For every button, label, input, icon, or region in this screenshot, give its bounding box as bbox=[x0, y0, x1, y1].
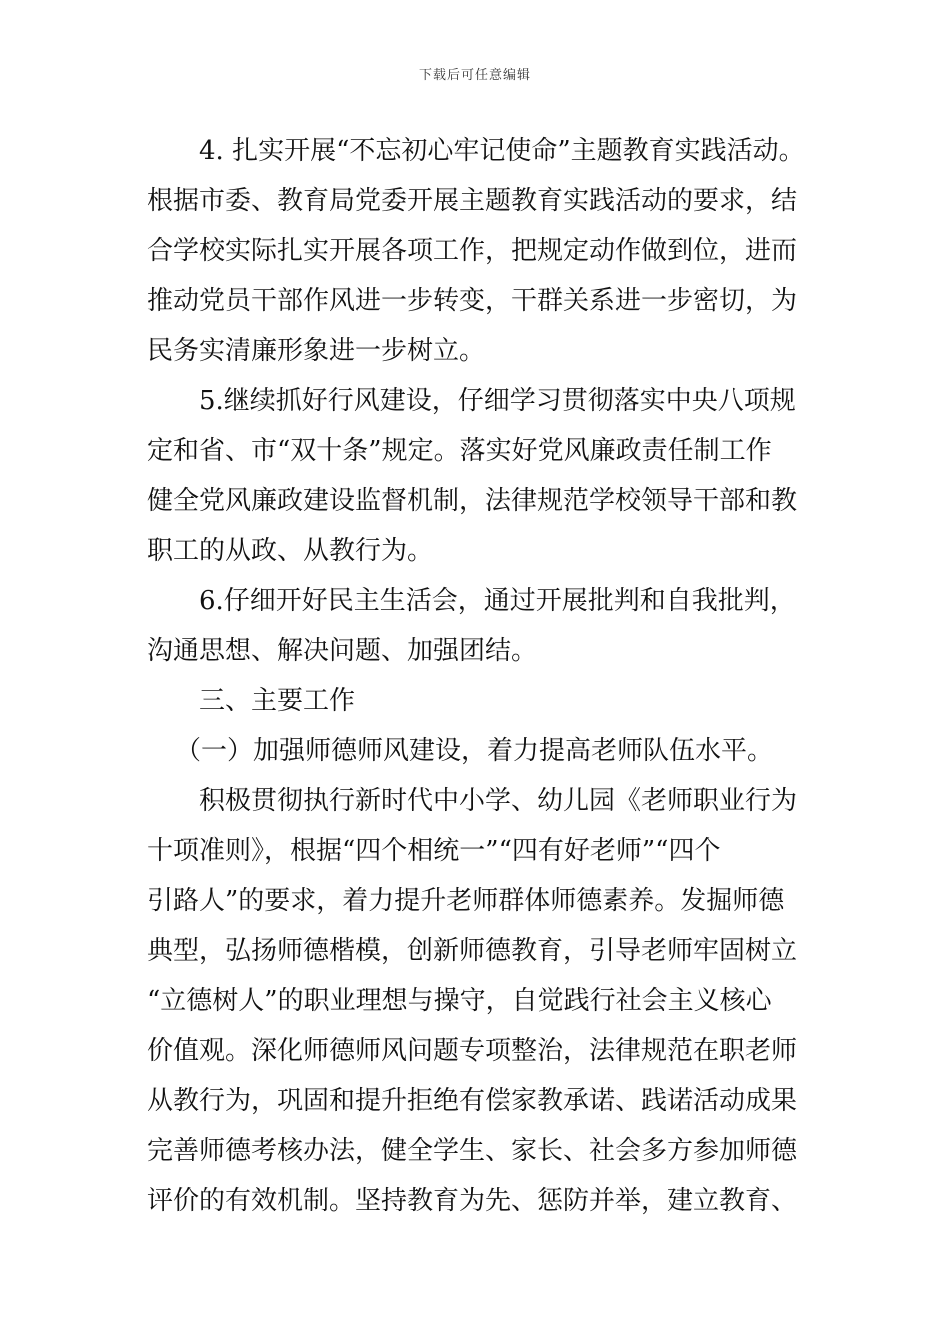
paragraph-6-line-1: 6.仔细开好民主生活会，通过开展批判和自我批判， bbox=[199, 586, 796, 616]
paragraph-main-line-4: 典型，弘扬师德楷模，创新师德教育，引导老师牢固树立 bbox=[147, 936, 798, 966]
paragraph-5-line-2: 定和省、市“双十条”规定。落实好党风廉政责任制工作 bbox=[147, 436, 772, 466]
paragraph-main-line-2: 十项准则》，根据“四个相统一”“四有好老师”“四个 bbox=[147, 836, 721, 866]
paragraph-main-line-9: 评价的有效机制。坚持教育为先、惩防并举，建立教育、 bbox=[147, 1186, 798, 1216]
paragraph-main-line-8: 完善师德考核办法，健全学生、家长、社会多方参加师德 bbox=[147, 1136, 798, 1166]
paragraph-main-line-6: 价值观。深化师德师风问题专项整治，法律规范在职老师 bbox=[147, 1036, 798, 1066]
paragraph-4-line-5: 民务实清廉形象进一步树立。 bbox=[147, 336, 486, 366]
paragraph-4-line-3: 合学校实际扎实开展各项工作，把规定动作做到位，进而 bbox=[147, 236, 798, 266]
paragraph-5-line-4: 职工的从政、从教行为。 bbox=[147, 536, 434, 566]
paragraph-6-line-2: 沟通思想、解决问题、加强团结。 bbox=[147, 636, 538, 666]
paragraph-4-line-4: 推动党员干部作风进一步转变，干群关系进一步密切，为 bbox=[147, 286, 798, 316]
section-heading: 三、主要工作 bbox=[199, 686, 356, 716]
paragraph-5-line-1: 5.继续抓好行风建设，仔细学习贯彻落实中央八项规 bbox=[199, 386, 796, 416]
page-header: 下载后可任意编辑 bbox=[418, 68, 531, 83]
paragraph-main-line-5: “立德树人”的职业理想与操守，自觉践行社会主义核心 bbox=[147, 986, 772, 1016]
document-body bbox=[147, 126, 807, 1226]
paragraph-4-line-1: 4. 扎实开展“不忘初心牢记使命”主题教育实践活动。 bbox=[199, 136, 805, 166]
paragraph-main-line-1: 积极贯彻执行新时代中小学、幼儿园《老师职业行为 bbox=[199, 786, 798, 816]
paragraph-4-line-2: 根据市委、教育局党委开展主题教育实践活动的要求，结 bbox=[147, 186, 798, 216]
subsection-heading: （一）加强师德师风建设，着力提高老师队伍水平。 bbox=[175, 736, 774, 766]
paragraph-main-line-3: 引路人”的要求，着力提升老师群体师德素养。发掘师德 bbox=[147, 886, 785, 916]
paragraph-5-line-3: 健全党风廉政建设监督机制，法律规范学校领导干部和教 bbox=[147, 486, 798, 516]
paragraph-main-line-7: 从教行为，巩固和提升拒绝有偿家教承诺、践诺活动成果 bbox=[147, 1086, 798, 1116]
